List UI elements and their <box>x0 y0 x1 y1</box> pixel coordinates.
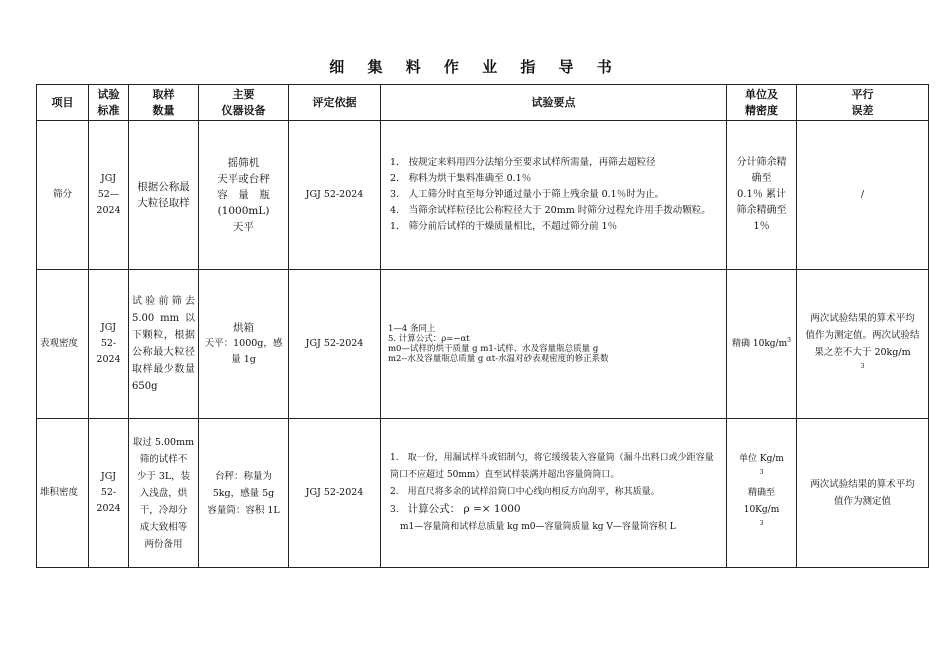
header-equipment: 主要 仪器设备 <box>199 85 289 121</box>
document-title: 细 集 料 作 业 指 导 书 <box>329 58 621 76</box>
table-row <box>37 270 929 419</box>
basis-cell: JGJ 52-2024 <box>289 419 381 568</box>
list-item: 3. 计算公式： ρ =× 1000 <box>390 503 521 515</box>
standard-cell: JGJ 52- 2024 <box>89 270 129 419</box>
item-cell: 筛分 <box>37 121 89 270</box>
list-item: 2. 称料为烘干集料准确至 0.1％ <box>390 173 532 184</box>
points-cell <box>381 419 727 568</box>
sampling-cell: 取过 5.00mm 筛的试样不 少于 3L，装 入浅盘，烘 干，冷却分 成大致相等 两份备用 <box>129 419 199 568</box>
list-item: 1. 按规定来料用四分法缩分至要求试样所需量，再筛去超粒径 <box>390 157 656 168</box>
header-error: 平行 误差 <box>797 85 929 121</box>
work-instruction-table <box>36 84 929 568</box>
formula-line: m0—试样的烘干质量 g m1-试样、水及容量瓶总质量 g <box>388 344 599 354</box>
list-item: 3. 人工筛分时直至每分钟通过量小于筛上残余量 0.1％时为止。 <box>390 189 665 200</box>
sampling-cell: 根据公称最 大粒径取样 <box>129 121 199 270</box>
basis-cell: JGJ 52-2024 <box>289 121 381 270</box>
equipment-cell: 烘箱 天平：1000g，感量 1g <box>199 270 289 419</box>
list-item: 2. 用直尺将多余的试样沿筒口中心线向相反方向刮平，称其质量。 <box>390 487 660 497</box>
formula-legend: m1—容量筒和试样总质量 kg m0—容量筒质量 kg V—容量筒容积 L <box>400 522 676 532</box>
header-standard: 试验 标准 <box>89 85 129 121</box>
header-points: 试验要点 <box>381 85 727 121</box>
precision-cell: 精确 $10kg/m^3$ <box>727 270 797 419</box>
sampling-cell: 试验前筛去 5.00 mm 以下颗粒，根据公称最大粒径取样最少数量650g <box>129 270 199 419</box>
list-item: 4. 当筛余试样粒径比公称粒径大于 20mm 时筛分过程允许用手拨动颗粒。 <box>390 205 711 216</box>
error-cell: 两次试验结果的算术平均 值作为测定值。两次试验结 果之差不大于 20kg/m $^3$ <box>797 270 929 419</box>
header-item: 项目 <box>37 85 89 121</box>
list-item: 1. 取一份，用漏试样斗或铝制勺，将它缓缓装入容量筒（漏斗出料口或少距容量筒口不应超过 50mm）直至试样装满并超出容量筒筒口。 <box>390 453 714 480</box>
formula-line: 1—4 条同上 <box>388 324 436 334</box>
equipment-cell: 摇筛机 天平或台秤 容 量 瓶 (1000mL) 天平 <box>199 121 289 270</box>
points-cell <box>381 121 727 270</box>
points-cell <box>381 270 727 419</box>
list-item: 1. 筛分前后试样的干燥质量相比，不超过筛分前 1％ <box>390 221 618 232</box>
header-sampling: 取样 数量 <box>129 85 199 121</box>
item-cell: 堆积密度 <box>37 419 89 568</box>
table-row <box>37 419 929 568</box>
error-cell: 两次试验结果的算术平均 值作为测定值 <box>797 419 929 568</box>
standard-cell: JGJ 52- 2024 <box>89 419 129 568</box>
standard-cell: JGJ 52— 2024 <box>89 121 129 270</box>
equipment-cell: 台秤：称量为 5kg，感量 5g 容量筒：容积 1L <box>199 419 289 568</box>
header-precision: 单位及 精密度 <box>727 85 797 121</box>
precision-cell: 单位 Kg/m $^3$ 精确至 10Kg/m $^3$ <box>727 419 797 568</box>
precision-cell: 分计筛余精 确至 0.1％ 累计 筛余精确至 1％ <box>727 121 797 270</box>
header-basis: 评定依据 <box>289 85 381 121</box>
formula-line: m2--水及容量瓶总质量 g αt-水温对砂表观密度的修正系数 <box>388 354 609 364</box>
header-row <box>37 85 929 121</box>
error-cell: / <box>797 121 929 270</box>
formula-line: 5. 计算公式：ρ=−αt <box>388 334 470 344</box>
basis-cell: JGJ 52-2024 <box>289 270 381 419</box>
table-row <box>37 121 929 270</box>
item-cell: 表观密度 <box>37 270 89 419</box>
